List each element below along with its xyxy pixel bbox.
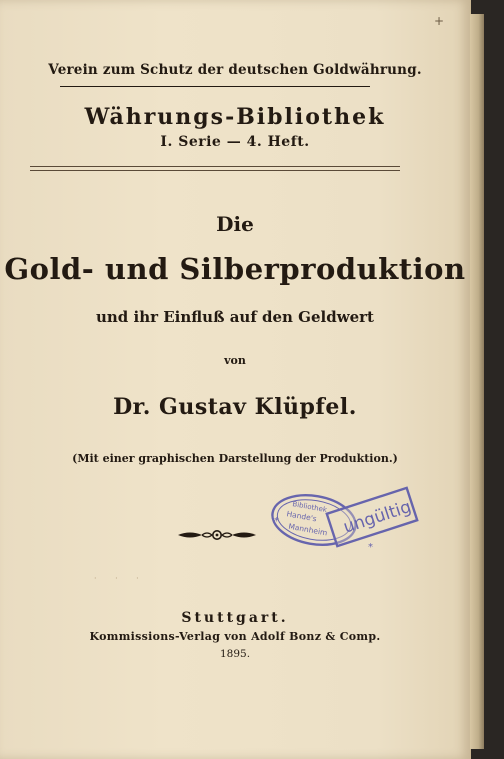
author-name: Dr. Gustav Klüpfel. xyxy=(113,394,357,420)
library-stamp xyxy=(270,484,430,574)
paper-specks: · · · xyxy=(94,574,147,583)
imprint-publisher: Kommissions-Verlag von Adolf Bonz & Comp. xyxy=(89,630,381,643)
page-edge xyxy=(470,14,484,749)
double-rule xyxy=(30,166,400,171)
stamp-oval-line-2: Mannheim xyxy=(287,521,329,538)
imprint-city: Stuttgart. xyxy=(181,610,289,626)
stamp-star-icon: * xyxy=(274,516,279,527)
fleuron-ornament xyxy=(176,528,258,542)
library-title: Währungs-Bibliothek xyxy=(84,104,386,130)
stamp-oval-text: Bibliothek xyxy=(291,500,328,515)
title-article: Die xyxy=(216,212,254,236)
series-label: I. Serie — 4. Heft. xyxy=(160,134,310,150)
stamp-oval-line-1: Hande's xyxy=(285,509,318,524)
book-subtitle: und ihr Einfluß auf den Geldwert xyxy=(95,308,374,326)
imprint-year: 1895. xyxy=(219,648,251,660)
stamp-star-icon: * xyxy=(368,542,373,553)
book-title: Gold- und Silberproduktion xyxy=(4,252,466,286)
by-line: von xyxy=(224,354,246,367)
illustration-note: (Mit einer graphischen Darstellung der Produktion.) xyxy=(72,452,398,465)
association-rule xyxy=(60,86,370,87)
stamp-invalid-text: ungültig xyxy=(340,497,414,538)
pencil-mark: + xyxy=(434,14,445,28)
association-line: Verein zum Schutz der deutschen Goldwährung. xyxy=(48,62,422,78)
